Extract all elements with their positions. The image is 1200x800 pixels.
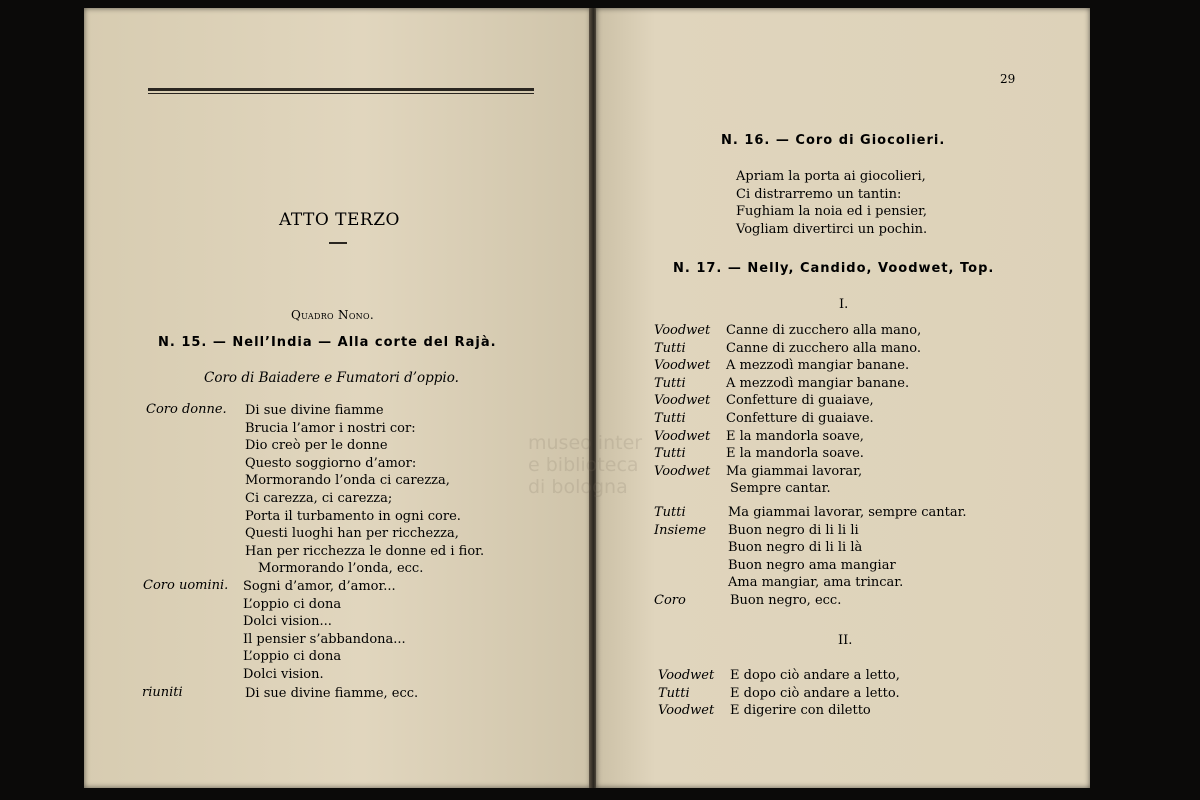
- watermark-line: di bologna: [528, 476, 628, 498]
- speaker-label: Voodwet: [654, 428, 711, 444]
- verse-line: L’oppio ci dona: [243, 596, 342, 612]
- speaker-label: Tutti: [654, 504, 686, 520]
- dialogue-row: [654, 392, 1034, 410]
- verse-line: Dolci vision...: [243, 614, 332, 630]
- verse-line: Ci carezza, ci carezza;: [245, 490, 393, 506]
- dialogue-text: Buon negro ama mangiar: [728, 557, 896, 573]
- dialogue-row: [654, 539, 1034, 557]
- speaker-label: Voodwet: [654, 358, 711, 374]
- verse-line: Questi luoghi han per ricchezza,: [245, 526, 459, 542]
- speaker-label: Tutti: [654, 410, 686, 426]
- verse-line: Porta il turbamento in ogni core.: [245, 508, 461, 524]
- dialogue-text: E dopo ciò andare a letto.: [730, 685, 900, 701]
- dialogue-text: Ama mangiar, ama trincar.: [728, 575, 904, 591]
- speaker-label: Voodwet: [654, 393, 711, 409]
- dialogue-row: [654, 445, 1034, 463]
- verse-line: L’oppio ci dona: [243, 649, 342, 665]
- chorus-subtitle: Coro di Baiadere e Fumatori d’oppio.: [204, 370, 459, 386]
- verse-line: Fughiam la noia ed i pensier,: [736, 204, 928, 220]
- dialogue-row: [654, 357, 1034, 375]
- verse-line: Vogliam divertirci un pochin.: [736, 221, 928, 237]
- page-number: 29: [1000, 72, 1016, 86]
- speaker-label: Voodwet: [658, 703, 715, 719]
- section-marker: II.: [838, 633, 853, 648]
- verse-line: Mormorando l’onda ci carezza,: [245, 473, 450, 489]
- dialogue-row: [654, 410, 1034, 428]
- number-heading-16: N. 16. — Coro di Giocolieri.: [721, 133, 946, 148]
- speaker-label: Coro donne.: [146, 402, 227, 417]
- dialogue-text: E dopo ciò andare a letto,: [730, 668, 900, 683]
- dialogue-row: [654, 322, 1034, 340]
- dialogue-text: Sempre cantar.: [730, 481, 831, 497]
- dialogue-row: [654, 504, 1034, 522]
- dialogue-text: Canne di zucchero alla mano.: [726, 340, 922, 356]
- verse-line: Han per ricchezza le donne ed i fior.: [245, 543, 485, 559]
- speaker-label: Tutti: [658, 685, 690, 701]
- dialogue-row: [654, 375, 1034, 393]
- speaker-label: Insieme: [654, 522, 707, 538]
- watermark-line: museo inter: [528, 432, 643, 454]
- verse-line: Dio creò per le donne: [245, 438, 388, 454]
- number-heading-17: N. 17. — Nelly, Candido, Voodwet, Top.: [673, 261, 995, 276]
- dialogue-row: [654, 592, 1034, 610]
- verse-line: Il pensier s’abbandona...: [243, 631, 406, 647]
- verse-line: Apriam la porta ai giocolieri,: [736, 169, 926, 184]
- chorus-block-16: [736, 168, 927, 238]
- dialogue-row: [654, 480, 1034, 498]
- dialogue-row: [654, 428, 1034, 446]
- verse-line: Mormorando l’onda, ecc.: [258, 561, 424, 577]
- dialogue-row: [654, 340, 1034, 358]
- number-heading-15: N. 15. — Nell’India — Alla corte del Rajà.: [158, 335, 497, 350]
- verse-line: Sogni d’amor, d’amor...: [243, 579, 396, 594]
- dialogue-text: Buon negro, ecc.: [730, 592, 842, 608]
- dialogue-row: [654, 574, 1034, 592]
- dialogue-block-1: [654, 322, 1034, 610]
- dialogue-text: E digerire con diletto: [730, 703, 871, 719]
- speaker-label: Voodwet: [658, 668, 715, 683]
- speaker-label: Coro uomini.: [143, 578, 229, 593]
- title-dash: [329, 242, 347, 244]
- dialogue-row: [654, 463, 1034, 481]
- speaker-label: Tutti: [654, 375, 686, 391]
- watermark-line: e biblioteca: [528, 454, 639, 476]
- dialogue-text: Ma giammai lavorar, sempre cantar.: [728, 504, 967, 520]
- verse-line: Brucia l’amor i nostri cor:: [245, 420, 416, 436]
- dialogue-text: Confetture di guaiave,: [726, 393, 874, 409]
- speaker-label: Tutti: [654, 446, 686, 462]
- section-marker: I.: [839, 297, 849, 312]
- verse-line: Di sue divine fiamme: [245, 403, 384, 418]
- dialogue-text: Buon negro di li li là: [728, 540, 863, 556]
- verse-block-men: [243, 578, 406, 684]
- verse-line: Ci distrarremo un tantin:: [736, 186, 902, 202]
- verse-line: Dolci vision.: [243, 666, 324, 682]
- verse-block-women: [245, 402, 484, 578]
- dialogue-row: [658, 667, 1038, 685]
- speaker-label: riuniti: [142, 685, 183, 700]
- dialogue-row: [654, 522, 1034, 540]
- dialogue-text: Canne di zucchero alla mano,: [726, 323, 922, 338]
- dialogue-text: Ma giammai lavorar,: [726, 463, 863, 479]
- dialogue-text: E la mandorla soave,: [726, 428, 864, 444]
- speaker-label: Tutti: [654, 340, 686, 356]
- dialogue-text: Buon negro di li li li: [728, 522, 859, 538]
- scene-label: Quadro Nono.: [291, 308, 374, 322]
- dialogue-row: [658, 702, 1038, 720]
- dialogue-row: [654, 557, 1034, 575]
- verse-line: Di sue divine fiamme, ecc.: [245, 686, 419, 701]
- header-rule: [148, 88, 534, 94]
- speaker-label: Voodwet: [654, 323, 711, 338]
- dialogue-text: Confetture di guaiave.: [726, 410, 874, 426]
- speaker-label: Voodwet: [654, 463, 711, 479]
- act-title: ATTO TERZO: [279, 210, 400, 230]
- dialogue-row: [658, 685, 1038, 703]
- speaker-label: Coro: [654, 592, 686, 608]
- dialogue-text: A mezzodì mangiar banane.: [726, 358, 910, 374]
- watermark: [528, 432, 642, 498]
- verse-line: Questo soggiorno d’amor:: [245, 455, 417, 471]
- dialogue-block-2: [658, 667, 1038, 720]
- dialogue-text: A mezzodì mangiar banane.: [726, 375, 910, 391]
- dialogue-text: E la mandorla soave.: [726, 446, 864, 462]
